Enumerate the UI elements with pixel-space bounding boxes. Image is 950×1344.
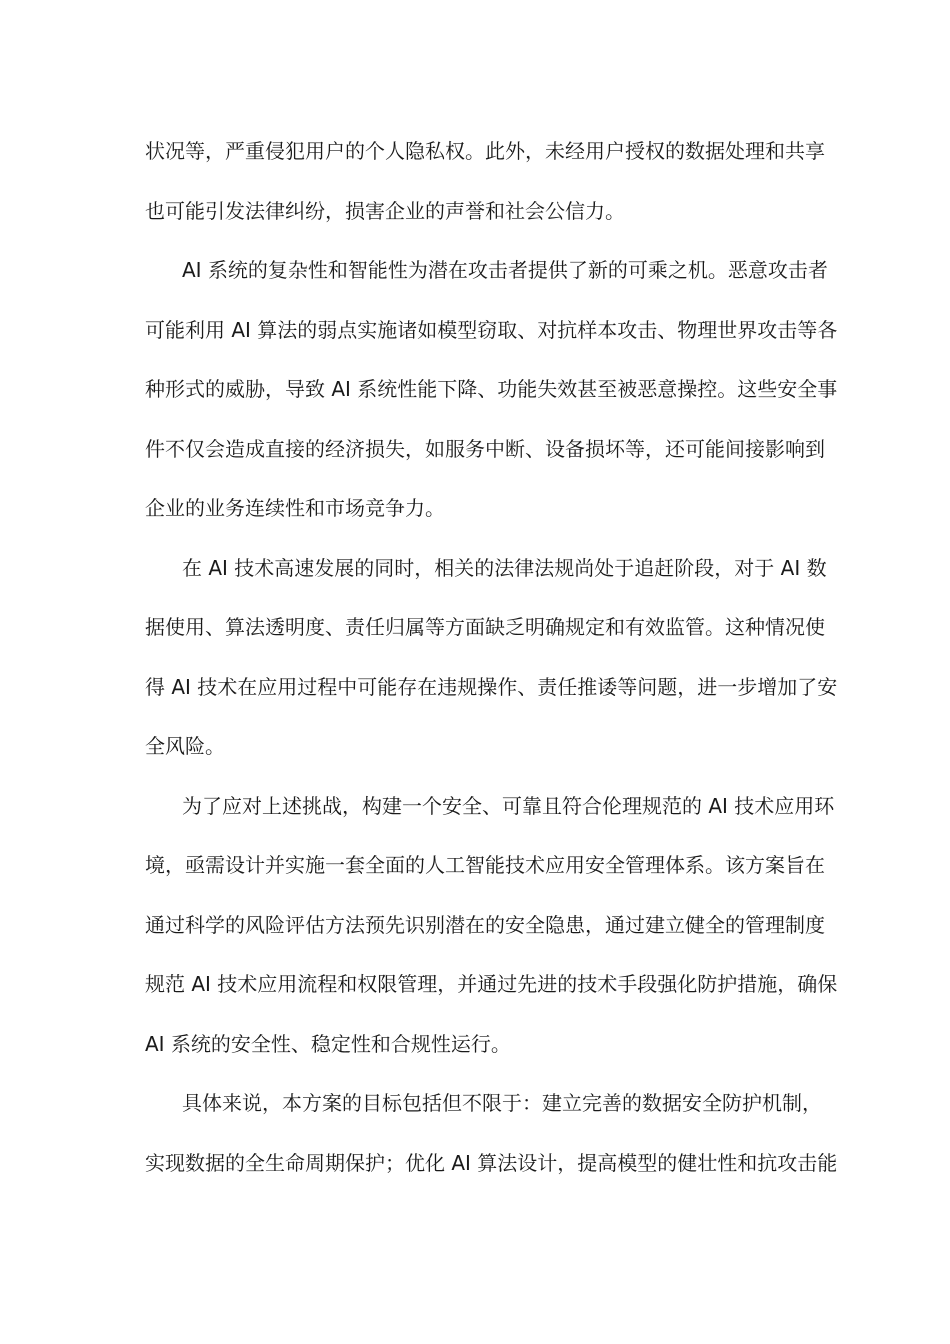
paragraph-first-line: AI 系统的复杂性和智能性为潜在攻击者提供了新的可乘之机。恶意攻击者 <box>182 258 828 282</box>
text-line: 可能利用 AI 算法的弱点实施诸如模型窃取、对抗样本攻击、物理世界攻击等各 <box>145 317 838 342</box>
document-body <box>145 122 838 1193</box>
text-line: 据使用、算法透明度、责任归属等方面缺乏明确规定和有效监管。这种情况使 <box>145 615 825 639</box>
text-line: AI 系统的安全性、稳定性和合规性运行。 <box>145 1031 511 1056</box>
text-line: 规范 AI 技术应用流程和权限管理，并通过先进的技术手段强化防护措施，确保 <box>145 972 838 996</box>
paragraph-first-line: 具体来说，本方案的目标包括但不限于：建立完善的数据安全防护机制， <box>182 1091 822 1115</box>
paragraph-first-line: 在 AI 技术高速发展的同时，相关的法律法规尚处于追赶阶段，对于 AI 数 <box>182 555 827 580</box>
text-line: 也可能引发法律纠纷，损害企业的声誉和社会公信力。 <box>145 198 625 223</box>
text-line: 企业的业务连续性和市场竞争力。 <box>145 496 445 520</box>
text-line: 通过科学的风险评估方法预先识别潜在的安全隐患，通过建立健全的管理制度 <box>145 912 825 937</box>
text-line: 得 AI 技术在应用过程中可能存在违规操作、责任推诿等问题，进一步增加了安 <box>145 674 838 699</box>
text-line: 境，亟需设计并实施一套全面的人工智能技术应用安全管理体系。该方案旨在 <box>145 853 825 877</box>
text-line: 件不仅会造成直接的经济损失，如服务中断、设备损坏等，还可能间接影响到 <box>145 436 825 461</box>
text-line: 实现数据的全生命周期保护；优化 AI 算法设计，提高模型的健壮性和抗攻击能 <box>145 1150 838 1175</box>
paragraph-first-line: 为了应对上述挑战，构建一个安全、可靠且符合伦理规范的 AI 技术应用环 <box>182 793 835 818</box>
text-line: 种形式的威胁，导致 AI 系统性能下降、功能失效甚至被恶意操控。这些安全事 <box>145 377 838 401</box>
text-line: 状况等，严重侵犯用户的个人隐私权。此外，未经用户授权的数据处理和共享 <box>145 139 825 163</box>
text-line: 全风险。 <box>145 734 225 758</box>
